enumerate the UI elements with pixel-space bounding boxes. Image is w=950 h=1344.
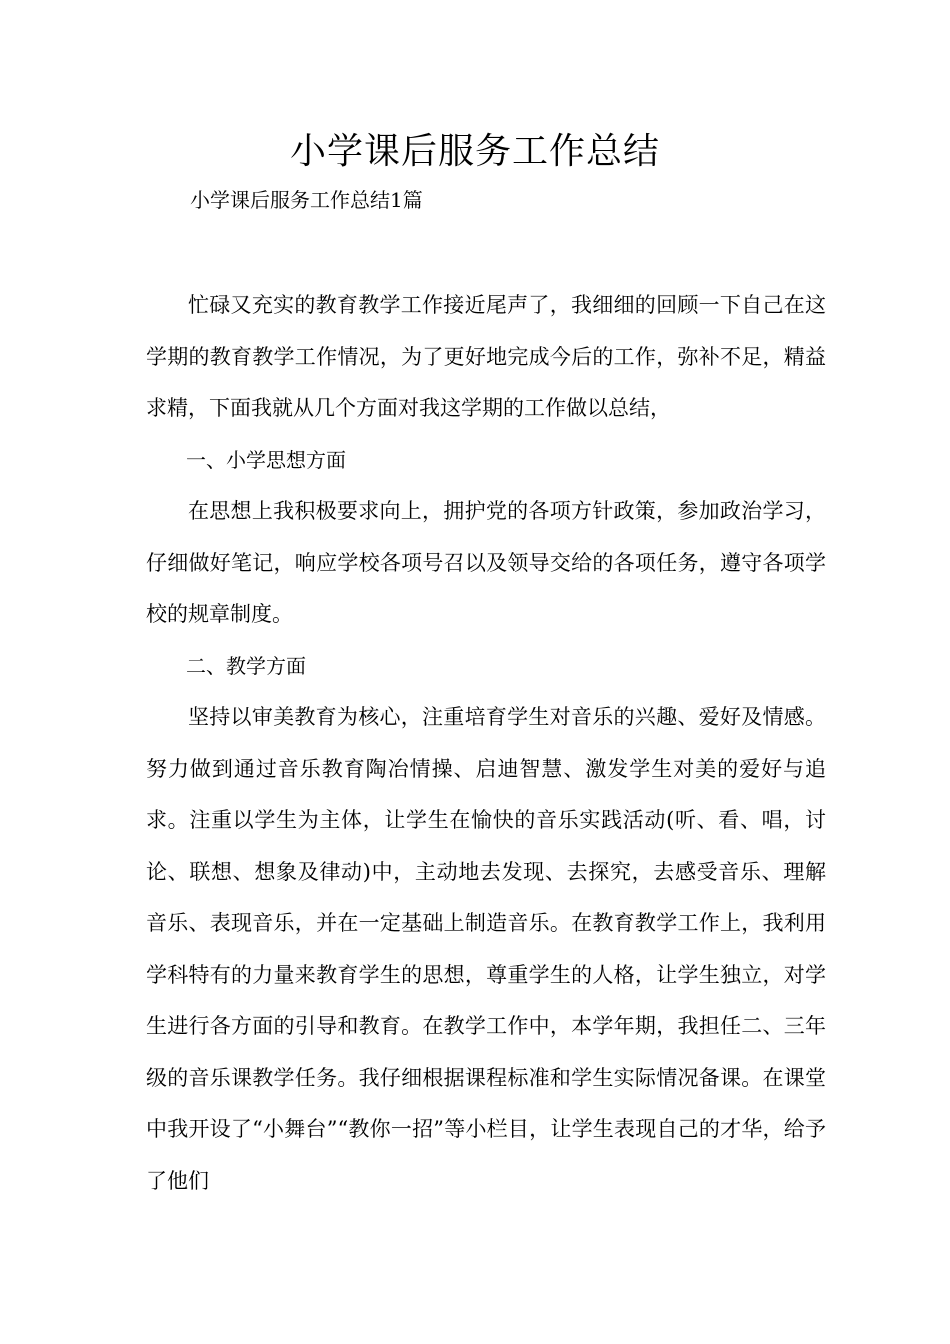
page-title: 小学课后服务工作总结 (289, 131, 660, 172)
section-heading-teaching: 二、教学方面 (186, 653, 306, 678)
paragraph-teaching: 坚持以审美教育为核心，注重培育学生对音乐的兴趣、爱好及情感。努力做到通过音乐教育陶冶情操、启迪智慧、激发学生对美的爱好与追求。注重以学生为主体，让学生在愉快的音乐实践活动(听、看、唱，讨论、联想、想象及律动)中，主动地去发现、去探究，去感受音乐、理解音乐、表现音乐，并在一定基础上制造音乐。在教育教学工作上，我利用学科特有的力量来教育学生的思想，尊重学生的人格，让学生独立，对学生进行各方面的引导和教育。在教学工作中，本学年期，我担任二、三年级的音乐课教学任务。我仔细根据课程标准和学生实际情况备课。在课堂中我开设了“小舞台”“教你一招”等小栏目，让学生表现自己的才华，给予了他们 (146, 705, 826, 1193)
section-heading-thought: 一、小学思想方面 (186, 447, 346, 472)
document-body (146, 280, 826, 1207)
document-subtitle: 小学课后服务工作总结1篇 (190, 188, 423, 212)
paragraph-intro: 忙碌又充实的教育教学工作接近尾声了，我细细的回顾一下自己在这学期的教育教学工作情况，为了更好地完成今后的工作，弥补不足，精益求精，下面我就从几个方面对我这学期的工作做以总结， (146, 293, 826, 420)
paragraph-thought: 在思想上我积极要求向上，拥护党的各项方针政策，参加政治学习，仔细做好笔记，响应学校各项号召以及领导交给的各项任务，遵守各项学校的规章制度。 (146, 499, 826, 626)
